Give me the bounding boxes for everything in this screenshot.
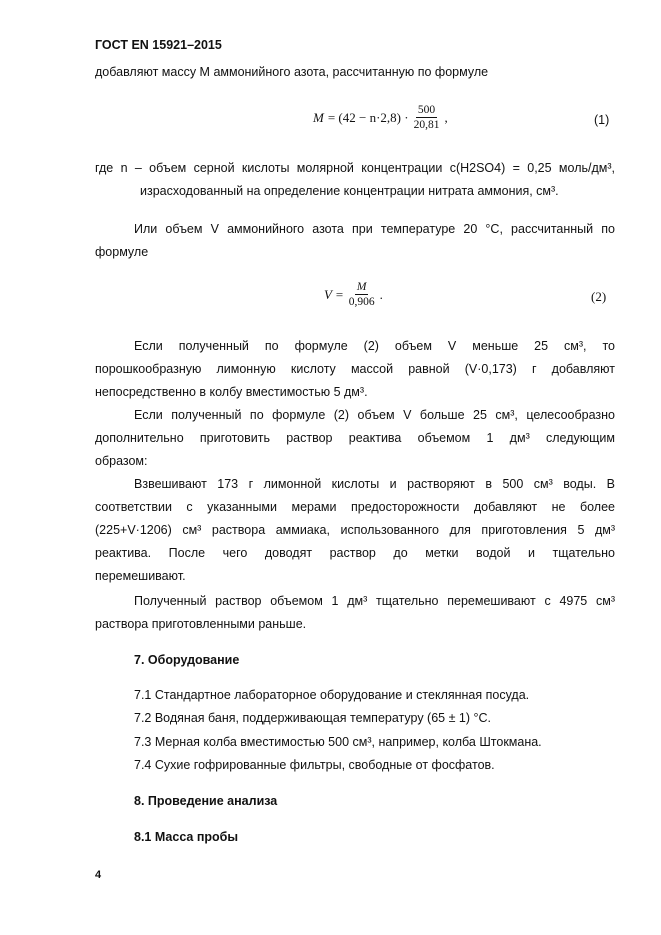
formula-1-numerator: 500 [417, 104, 436, 116]
formula-2-fraction [347, 281, 377, 308]
formula-2 [324, 281, 383, 308]
para-final-line-2: раствора приготовленными раньше. [95, 617, 307, 631]
formula-2-denominator: 0,906 [348, 296, 375, 308]
para-weigh-line-4: реактива. После чего доводят раствор до метки водой и тщательно [95, 546, 615, 560]
formula-1-fraction [412, 104, 442, 131]
item-7-4: 7.4 Сухие гофрированные фильтры, свободные от фосфатов. [134, 758, 495, 772]
para-less-line-2: порошкообразную лимонную кислоту массой равной (V·0,173) г добавляют [95, 362, 615, 376]
para-weigh-line-2: соответствии с указанными мерами предосторожности добавляют не более [95, 500, 615, 514]
section-7-heading: 7. Оборудование [134, 653, 240, 667]
formula-1-denominator: 20,81 [413, 119, 440, 131]
formula-2-number: (2) [591, 289, 607, 304]
para-more-line-3: образом: [95, 454, 148, 468]
where-line-1: где n – объем серной кислоты молярной концентрации c(H2SO4) = 0,25 моль/дм³, [95, 161, 615, 175]
formula-1-lhs: M [313, 109, 324, 125]
page-number: 4 [95, 869, 102, 881]
item-7-3: 7.3 Мерная колба вместимостью 500 см³, например, колба Штокмана. [134, 735, 542, 749]
formula-2-lhs: V = [324, 286, 344, 302]
item-7-2: 7.2 Водяная баня, поддерживающая температуру (65 ± 1) °С. [134, 711, 492, 725]
para-more-line-1: Если полученный по формуле (2) объем V больше 25 см³, целесообразно [134, 408, 615, 422]
para-weigh-line-5: перемешивают. [95, 569, 186, 583]
formula-1-number: (1) [594, 113, 610, 127]
para-weigh-line-3: (225+V·1206) см³ раствора аммиака, использованного для приготовления 5 дм³ [95, 523, 615, 537]
para-less-line-3: непосредственно в колбу вместимостью 5 дм³. [95, 385, 368, 399]
or-line-1: Или объем V аммонийного азота при температуре 20 °С, рассчитанный по [134, 222, 615, 236]
formula-1 [313, 104, 448, 131]
para-final-line-1: Полученный раствор объемом 1 дм³ тщательно перемешивают с 4975 см³ [134, 594, 615, 608]
intro-line: добавляют массу M аммонийного азота, рассчитанную по формуле [95, 65, 489, 79]
formula-1-expr: = (42 − n·2,8) · [327, 109, 409, 125]
item-7-1: 7.1 Стандартное лабораторное оборудование и стеклянная посуда. [134, 688, 530, 702]
section-8-heading: 8. Проведение анализа [134, 794, 278, 808]
where-line-2: израсходованный на определение концентрации нитрата аммония, см³. [140, 184, 559, 198]
formula-2-tail: . [379, 286, 383, 302]
document-header: ГОСТ EN 15921–2015 [95, 38, 222, 52]
or-line-2: формуле [95, 245, 149, 259]
formula-2-numerator: M [356, 281, 367, 293]
section-8-1-heading: 8.1 Масса пробы [134, 830, 239, 844]
formula-1-tail: , [444, 109, 448, 125]
para-more-line-2: дополнительно приготовить раствор реактива объемом 1 дм³ следующим [95, 431, 615, 445]
para-weigh-line-1: Взвешивают 173 г лимонной кислоты и растворяют в 500 см³ воды. В [134, 477, 615, 491]
para-less-line-1: Если полученный по формуле (2) объем V меньше 25 см³, то [134, 339, 615, 353]
